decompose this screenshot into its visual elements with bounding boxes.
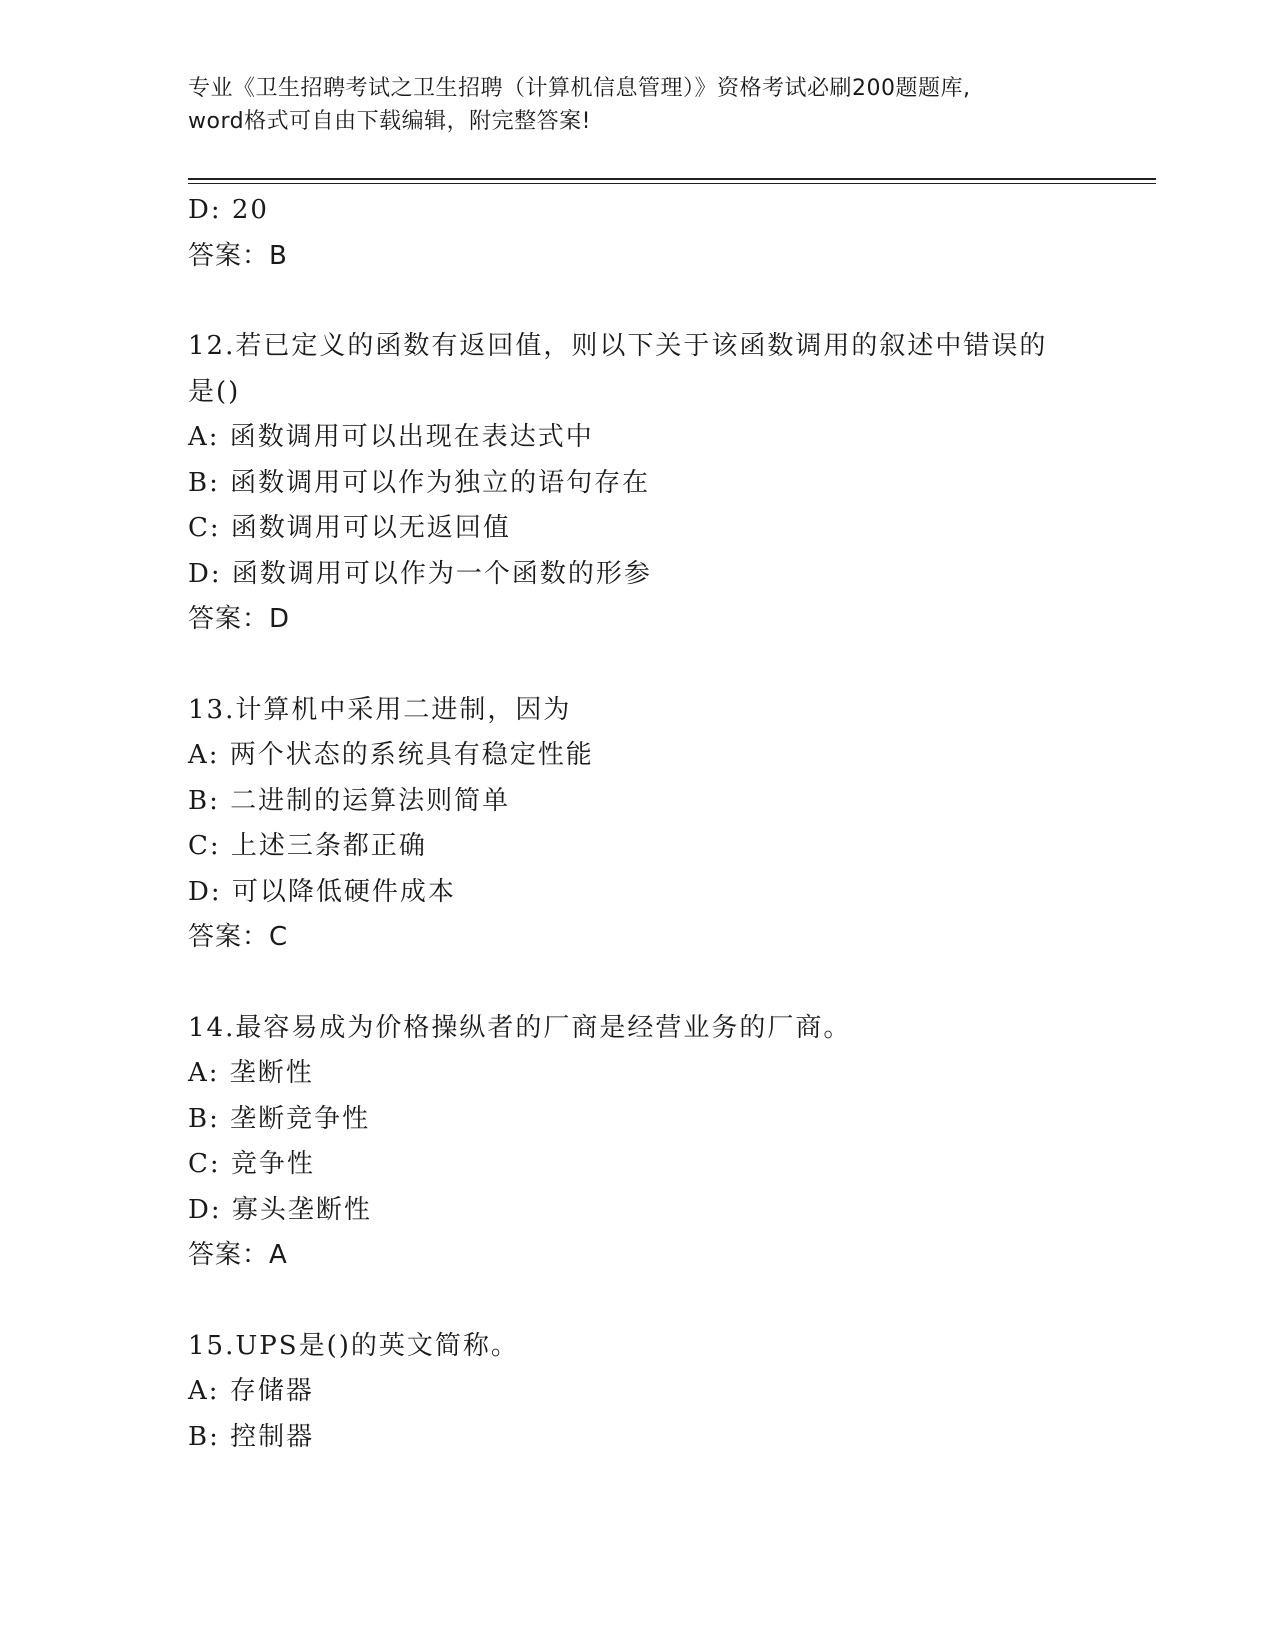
answer: 答案：B	[188, 240, 288, 271]
document-page	[188, 0, 1156, 1650]
option-d: D: 可以降低硬件成本	[188, 876, 456, 907]
answer: 答案：C	[188, 922, 289, 952]
option-c: C: 函数调用可以无返回值	[188, 513, 511, 543]
question-title: 12.若已定义的函数有返回值，则以下关于该函数调用的叙述中错误的	[188, 331, 1048, 361]
option-b: B: 垄断竞争性	[188, 1103, 371, 1134]
option-a: A: 函数调用可以出现在表达式中	[188, 422, 594, 452]
header-divider-thin	[188, 183, 1156, 184]
option-d: D: 寡头垄断性	[188, 1194, 372, 1225]
answer: 答案：A	[188, 1240, 288, 1270]
header-line-1: 专业《卫生招聘考试之卫生招聘（计算机信息管理）》资格考试必刷200题题库,	[188, 76, 971, 101]
header-line-2: word格式可自由下载编辑，附完整答案!	[188, 109, 591, 134]
answer: 答案：D	[188, 604, 291, 634]
option-d: D: 函数调用可以作为一个函数的形参	[188, 558, 652, 589]
question-title-cont: 是()	[188, 376, 241, 407]
option-b: B: 控制器	[188, 1421, 315, 1452]
document-header	[188, 72, 1088, 138]
question-title: 13.计算机中采用二进制，因为	[188, 694, 572, 725]
option-a: A: 垄断性	[188, 1058, 314, 1088]
option-b: B: 二进制的运算法则简单	[188, 785, 511, 816]
question-content	[188, 188, 1156, 1460]
question-title: 14.最容易成为价格操纵者的厂商是经营业务的厂商。	[188, 1012, 852, 1043]
option-a: A: 两个状态的系统具有稳定性能	[188, 740, 594, 770]
option-a: A: 存储器	[188, 1376, 314, 1406]
option-b: B: 函数调用可以作为独立的语句存在	[188, 467, 651, 498]
header-divider-thick	[188, 178, 1156, 180]
option-d: D: 20	[188, 195, 269, 225]
question-title: 15.UPS是()的英文简称。	[188, 1330, 519, 1361]
option-c: C: 上述三条都正确	[188, 831, 427, 861]
option-c: C: 竞争性	[188, 1149, 315, 1179]
